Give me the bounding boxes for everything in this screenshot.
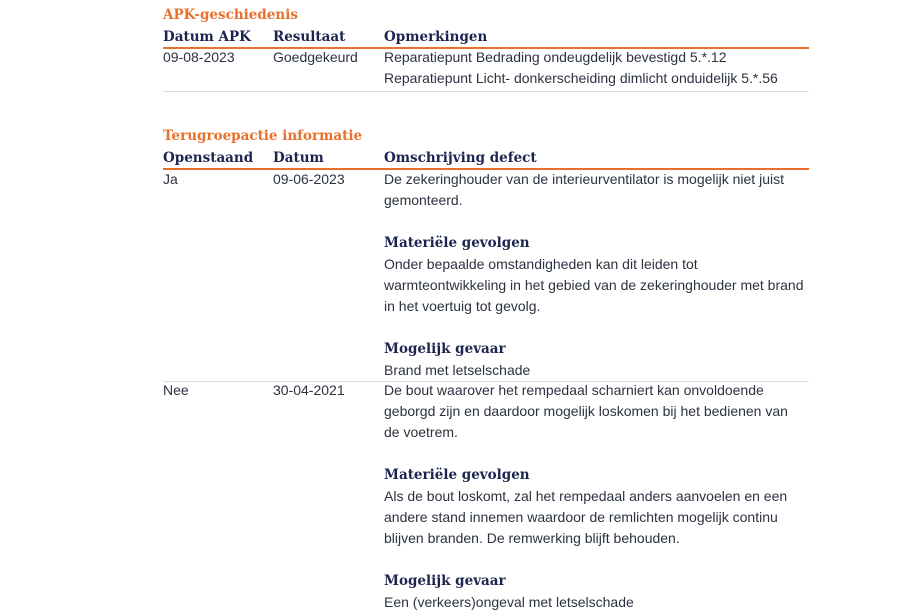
material-consequences-line: Als de bout loskomt, zal het rempedaal anders aanvoelen en een	[384, 487, 788, 504]
possible-danger-heading: Mogelijk gevaar	[384, 340, 506, 357]
recall-row-description	[384, 169, 804, 381]
spacer	[384, 317, 804, 338]
apk-row-date: 09-08-2023	[163, 49, 235, 65]
recall-row-date: 30-04-2021	[273, 382, 345, 398]
material-consequences-line: warmteontwikkeling in het gebied van de zekeringhouder met brand	[384, 276, 804, 293]
recall-table-row	[163, 169, 809, 382]
material-consequences-line: Onder bepaalde omstandigheden kan dit leiden tot	[384, 255, 698, 272]
spacer	[384, 444, 804, 465]
recall-section-title: Terugroepactie informatie	[163, 128, 363, 144]
apk-table-row	[163, 47, 809, 92]
recall-row-open: Nee	[163, 382, 189, 398]
material-consequences-line: andere stand innemen waardoor de remlichten mogelijk continu	[384, 509, 778, 526]
recall-header-description: Omschrijving defect	[384, 150, 537, 166]
recall-row-open: Ja	[163, 171, 178, 187]
apk-row-remarks	[384, 47, 804, 89]
apk-header-result: Resultaat	[273, 29, 346, 45]
recall-table-row	[163, 380, 809, 610]
apk-header-remarks: Opmerkingen	[384, 29, 488, 45]
spacer	[384, 550, 804, 571]
recall-row-description	[384, 380, 804, 613]
recall-row-date: 09-06-2023	[273, 171, 345, 187]
material-consequences-heading: Materiële gevolgen	[384, 466, 530, 483]
apk-table-header	[163, 27, 809, 49]
recall-table-header	[163, 148, 809, 170]
recall-header-open: Openstaand	[163, 150, 254, 166]
material-consequences-line: blijven branden. De remwerking blijft behouden.	[384, 530, 680, 547]
defect-description-line: De bout waarover het rempedaal scharniert kan onvoldoende	[384, 382, 764, 398]
apk-row-result: Goedgekeurd	[273, 49, 358, 65]
material-consequences-line: in het voertuig tot gevolg.	[384, 298, 541, 315]
defect-description-line: geborgd zijn en daardoor mogelijk loskomen bij het bedienen van	[384, 403, 788, 420]
material-consequences-heading: Materiële gevolgen	[384, 234, 530, 251]
defect-description-line: De zekeringhouder van de interieurventilator is mogelijk niet juist	[384, 171, 784, 187]
apk-section-title: APK-geschiedenis	[163, 7, 298, 23]
possible-danger-heading: Mogelijk gevaar	[384, 572, 506, 589]
possible-danger-line: Een (verkeers)ongeval met letselschade	[384, 593, 634, 610]
defect-description-line: gemonteerd.	[384, 192, 463, 209]
spacer	[384, 211, 804, 232]
apk-header-date: Datum APK	[163, 29, 251, 45]
apk-remark-line: Reparatiepunt Licht- donkerscheiding dimlicht onduidelijk 5.*.56	[384, 70, 778, 87]
defect-description-line: de voetrem.	[384, 424, 458, 441]
recall-header-date: Datum	[273, 150, 324, 166]
apk-remark-line: Reparatiepunt Bedrading ondeugdelijk bevestigd 5.*.12	[384, 49, 727, 65]
possible-danger-line: Brand met letselschade	[384, 361, 531, 378]
